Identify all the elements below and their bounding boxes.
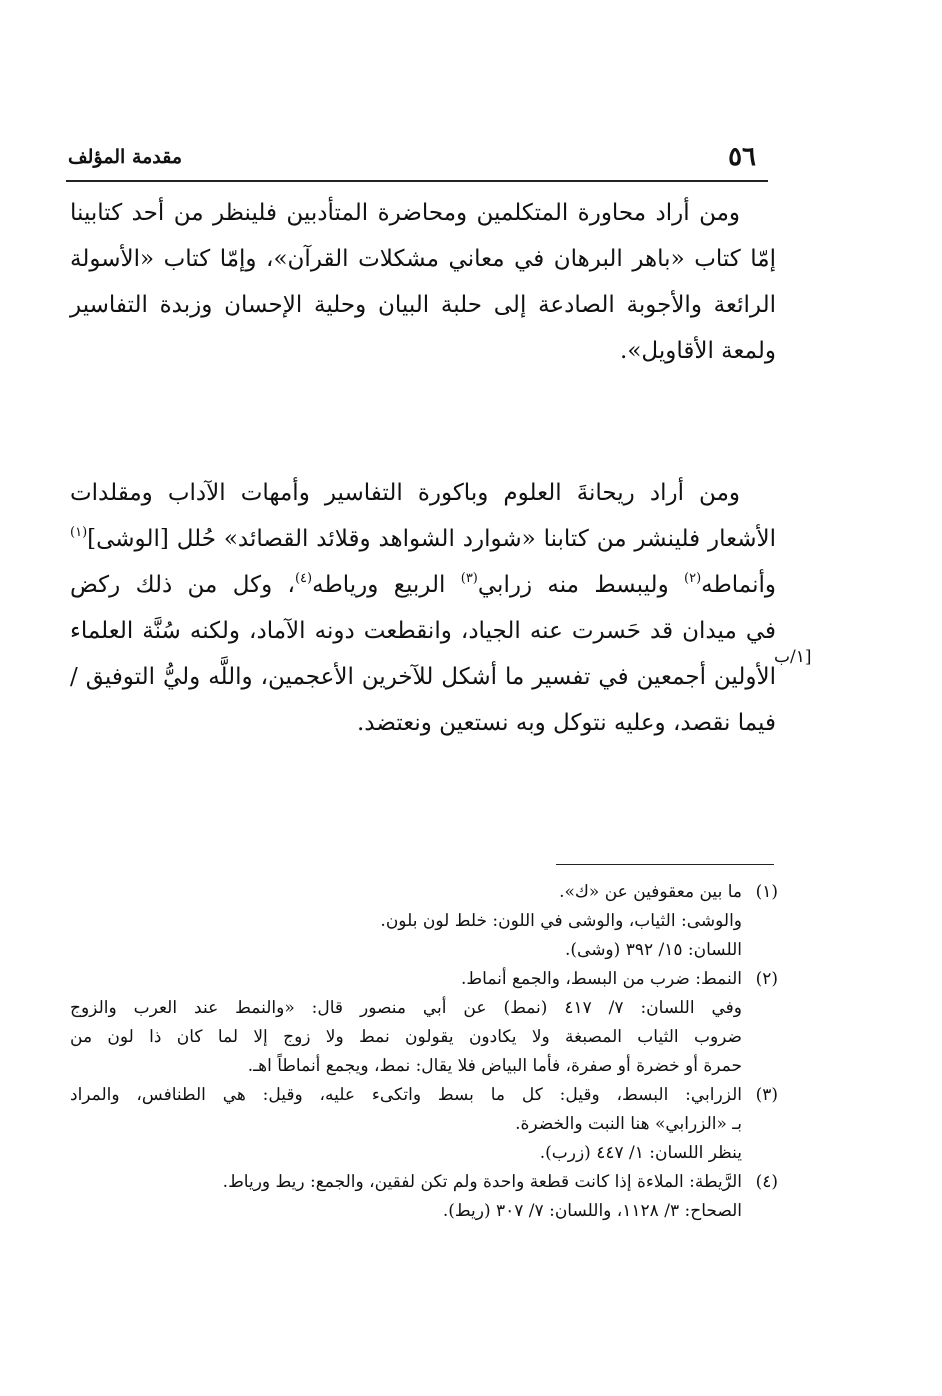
text-segment: الأشعار فلينشر من كتابنا «شوارد الشواهد وقلائد القصائد» حُلل [الوشى] <box>87 526 776 552</box>
footnote-number: (١) <box>755 882 778 902</box>
footnote-line: النمط: ضرب من البسط، والجمع أنماط. <box>461 969 742 989</box>
text-segment: الربيع ورياطه <box>312 572 461 598</box>
footnote-divider <box>556 864 774 865</box>
footnote-line: والوشى: الثياب، والوشى في اللون: خلط لون بلون. <box>380 911 742 931</box>
footnote-number: (٣) <box>755 1085 778 1105</box>
footnote-line: اللسان: ١٥/ ٣٩٢ (وشى). <box>564 940 742 960</box>
footnote-line: بـ «الزرابي» هنا النبت والخضرة. <box>515 1114 742 1134</box>
footnote-ref: (٣) <box>460 571 478 586</box>
footnote-ref: (١) <box>70 525 88 540</box>
text-line: إمّا كتاب «باهر البرهان في معاني مشكلات القرآن»، وإمّا كتاب «الأسولة <box>70 246 776 272</box>
footnote <box>70 1081 778 1168</box>
text-line: ولمعة الأقاويل». <box>620 338 776 364</box>
footnote-number: (٤) <box>755 1172 778 1192</box>
footnote-number: (٢) <box>755 969 778 989</box>
running-title: مقدمة المؤلف <box>68 146 183 168</box>
text-line <box>70 562 776 608</box>
text-line: الرائعة والأجوبة الصادعة إلى حلبة البيان وحلية الإحسان وزبدة التفاسير <box>70 292 776 318</box>
footnote-line: الرَّيطة: الملاءة إذا كانت قطعة واحدة ولم تكن لفقين، والجمع: ريط ورياط. <box>222 1172 742 1192</box>
text-line <box>70 516 776 562</box>
text-line: في ميدان قد حَسرت عنه الجياد، وانقطعت دونه الآماد، ولكنه سُنَّة العلماء <box>70 618 776 644</box>
footnote-line: ما بين معقوفين عن «ك». <box>559 882 742 902</box>
footnote-line: ضروب الثياب المصبغة ولا يكادون يقولون نمط ولا زوج إلا لما كان ذا لون من <box>70 1027 742 1047</box>
text-segment: وليبسط منه زرابي <box>477 572 685 598</box>
text-line: الأولين أجمعين في تفسير ما أشكل للآخرين الأعجمين، واللَّه وليُّ التوفيق / <box>70 664 776 690</box>
manuscript-folio-note: [١/ب <box>774 647 812 667</box>
text-line: ومن أراد ريحانةَ العلوم وباكورة التفاسير وأمهات الآداب ومقلدات <box>70 480 740 506</box>
footnote-line: حمرة أو خضرة أو صفرة، فأما البياض فلا يقال: نمط، ويجمع أنماطاً اهـ. <box>247 1056 742 1076</box>
footnote-ref: (٢) <box>684 571 702 586</box>
text-segment: ، وكل من ذلك ركض <box>70 572 295 598</box>
footnote <box>70 878 778 965</box>
page-number: ٥٦ <box>728 142 756 172</box>
footnote-ref: (٤) <box>294 571 313 586</box>
paragraph-2 <box>70 470 776 746</box>
footnote-line: الصحاح: ٣/ ١١٢٨، واللسان: ٧/ ٣٠٧ (ريط). <box>442 1201 742 1221</box>
page-header <box>66 138 768 182</box>
paragraph-1 <box>70 190 776 374</box>
text-line: فيما نقصد، وعليه نتوكل وبه نستعين ونعتضد. <box>356 710 776 736</box>
text-line: ومن أراد محاورة المتكلمين ومحاضرة المتأدبين فلينظر من أحد كتابينا <box>70 200 740 226</box>
footnote-line: الزرابي: البسط، وقيل: كل ما بسط واتكىء عليه، وقيل: هي الطنافس، والمراد <box>70 1085 742 1105</box>
footnotes <box>70 878 778 1226</box>
footnote-line: وفي اللسان: ٧/ ٤١٧ (نمط) عن أبي منصور قال: «والنمط عند العرب والزوج <box>70 998 742 1018</box>
footnote <box>70 965 778 1081</box>
footnote <box>70 1168 778 1226</box>
footnote-line: ينظر اللسان: ١/ ٤٤٧ (زرب). <box>539 1143 742 1163</box>
text-segment: وأنماطه <box>701 572 776 598</box>
